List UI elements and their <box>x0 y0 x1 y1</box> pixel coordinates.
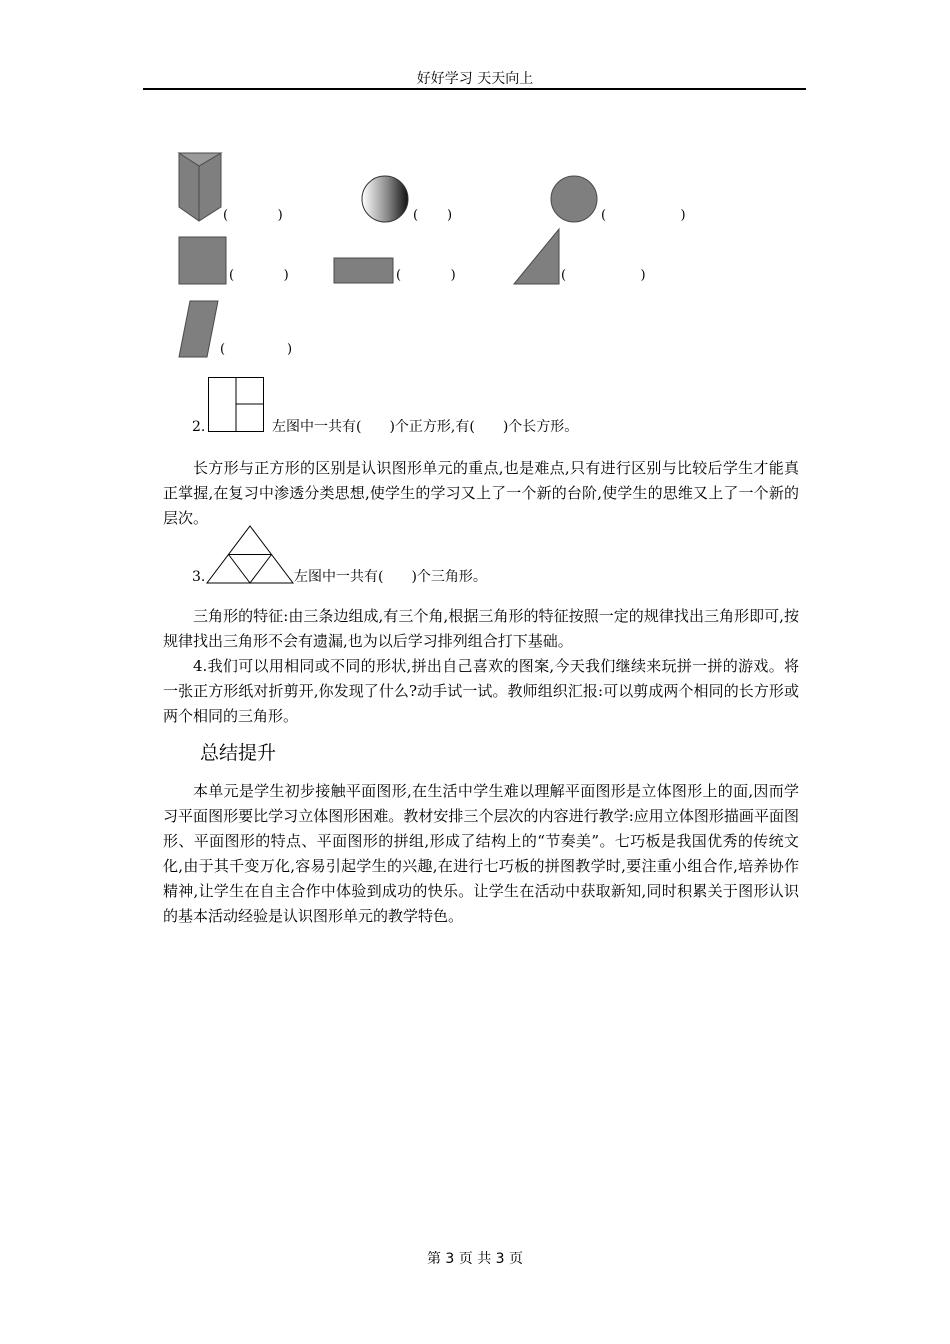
page-number-footer: 第 3 页 共 3 页 <box>426 1251 524 1267</box>
sphere-shape <box>361 175 411 225</box>
paragraph-question4: 4.我们可以用相同或不同的形状,拼出自己喜欢的图案,今天我们继续来玩拼一拼的游戏。将一张正方形纸对折剪开,你发现了什么?动手试一试。教师组织汇报:可以剪成两个相同的长方形或两个相同的三角形。 <box>163 657 799 725</box>
triangular-prism-shape <box>178 152 222 222</box>
grid-figure <box>208 376 266 434</box>
paragraph-rect-square: 长方形与正方形的区别是认识图形单元的重点,也是难点,只有进行区别与比较后学生才能真正掌握,在复习中渗透分类思想,使学生的学习又上了一个新的台阶,使学生的思维又上了一个新的层次。 <box>163 459 799 527</box>
question2-number: 2. <box>192 419 206 435</box>
blank-parallelogram: ( ) <box>220 342 293 357</box>
summary-title: 总结提升 <box>200 742 277 764</box>
header-divider <box>143 88 806 90</box>
blank-prism: ( ) <box>223 208 283 223</box>
question3-text: 左图中一共有( )个三角形。 <box>294 569 487 585</box>
blank-rectangle: ( ) <box>396 268 456 283</box>
right-triangle-shape <box>513 228 561 286</box>
square-shape <box>178 236 228 286</box>
blank-circle: ( ) <box>601 208 686 223</box>
blank-triangle: ( ) <box>561 268 646 283</box>
circle-shape <box>550 175 600 225</box>
rectangle-shape <box>333 257 395 285</box>
blank-square: ( ) <box>229 268 289 283</box>
question3-number: 3. <box>192 569 206 585</box>
question2-text: 左图中一共有( )个正方形,有( )个长方形。 <box>272 419 579 435</box>
page-header-title: 好好学习 天天向上 <box>416 71 534 87</box>
blank-sphere: ( ) <box>413 208 453 223</box>
parallelogram-shape <box>178 300 220 360</box>
triangle-figure <box>206 525 294 585</box>
paragraph-triangle-features: 三角形的特征:由三条边组成,有三个角,根据三角形的特征按照一定的规律找出三角形即可,按规律找出三角形不会有遗漏,也为以后学习排列组合打下基础。 <box>163 607 799 650</box>
summary-paragraph: 本单元是学生初步接触平面图形,在生活中学生难以理解平面图形是立体图形上的面,因而学习平面图形要比学习立体图形困难。教材安排三个层次的内容进行教学:应用立体图形描画平面图形、平面图形的特点、平面图形的拼组,形成了结构上的“节奏美”。七巧板是我国优秀的传统文化,由于其千变万化,容易引起学生的兴趣,在进行七巧板的拼图教学时,要注重小组合作,培养协作精神,让学生在自主合作中体验到成功的快乐。让学生在活动中获取新知,同时积累关于图形认识的基本活动经验是认识图形单元的教学特色。 <box>163 782 799 925</box>
